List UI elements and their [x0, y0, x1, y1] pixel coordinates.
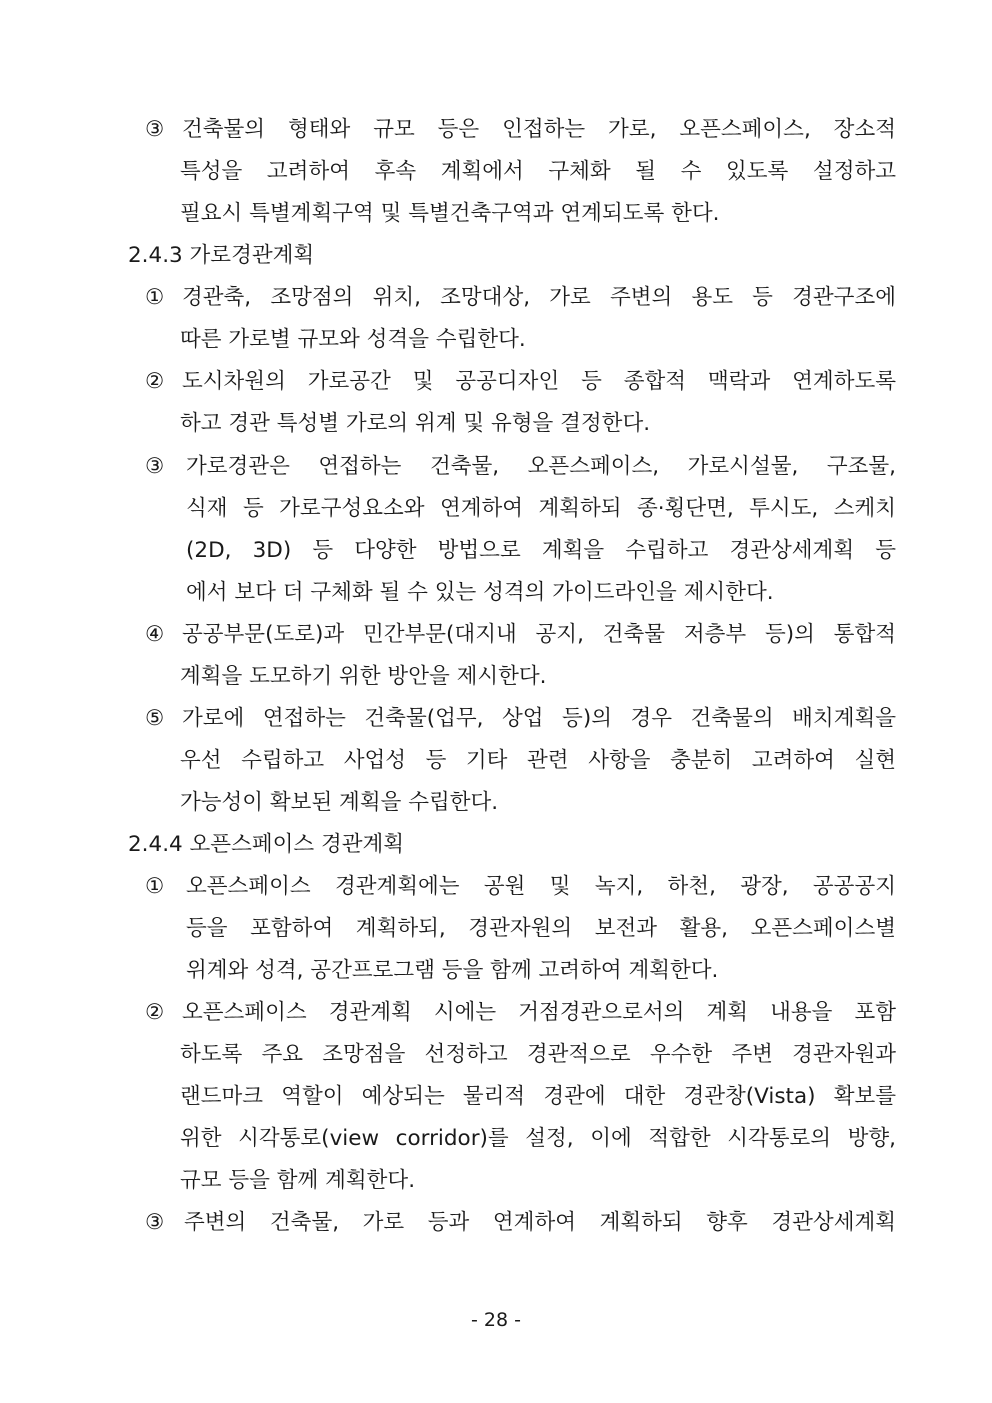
paragraph-line: (2D, 3D) 등 다양한 방법으로 계획을 수립하고 경관상세계획 등 — [186, 538, 896, 563]
paragraph-line: 도시차원의 가로공간 및 공공디자인 등 종합적 맥락과 연계하도록 — [182, 369, 896, 394]
paragraph-line: 계획을 도모하기 위한 방안을 제시한다. — [180, 664, 547, 689]
paragraph-line: 등을 포함하여 계획하되, 경관자원의 보전과 활용, 오픈스페이스별 — [186, 916, 896, 941]
paragraph-line: 에서 보다 더 구체화 될 수 있는 성격의 가이드라인을 제시한다. — [186, 580, 774, 605]
paragraph-line: 랜드마크 역할이 예상되는 물리적 경관에 대한 경관창(Vista) 확보를 — [180, 1084, 896, 1109]
item-marker: ③ — [145, 1210, 165, 1235]
paragraph-line: 오픈스페이스 경관계획에는 공원 및 녹지, 하천, 광장, 공공공지 — [186, 874, 896, 899]
paragraph-line: 규모 등을 함께 계획한다. — [180, 1168, 416, 1193]
item-marker: ① — [145, 874, 165, 899]
section-heading: 2.4.4 오픈스페이스 경관계획 — [128, 832, 405, 857]
paragraph-line: 건축물의 형태와 규모 등은 인접하는 가로, 오픈스페이스, 장소적 — [182, 117, 896, 142]
paragraph-line: 필요시 특별계획구역 및 특별건축구역과 연계되도록 한다. — [180, 201, 720, 226]
paragraph-line: 가로경관은 연접하는 건축물, 오픈스페이스, 가로시설물, 구조물, — [186, 454, 896, 479]
paragraph-line: 특성을 고려하여 후속 계획에서 구체화 될 수 있도록 설정하고 — [180, 159, 896, 184]
paragraph-line: 하도록 주요 조망점을 선정하고 경관적으로 우수한 주변 경관자원과 — [180, 1042, 896, 1067]
paragraph-line: 우선 수립하고 사업성 등 기타 관련 사항을 충분히 고려하여 실현 — [180, 748, 896, 773]
item-marker: ① — [145, 285, 165, 310]
paragraph-line: 위한 시각통로(view corridor)를 설정, 이에 적합한 시각통로의 방향, — [180, 1126, 896, 1151]
paragraph-line: 주변의 건축물, 가로 등과 연계하여 계획하되 향후 경관상세계획 — [184, 1210, 896, 1235]
item-marker: ③ — [145, 454, 165, 479]
paragraph-line: 공공부문(도로)과 민간부문(대지내 공지, 건축물 저층부 등)의 통합적 — [182, 622, 896, 647]
paragraph-line: 하고 경관 특성별 가로의 위계 및 유형을 결정한다. — [180, 411, 651, 436]
paragraph-line: 위계와 성격, 공간프로그램 등을 함께 고려하여 계획한다. — [186, 958, 719, 983]
paragraph-line: 경관축, 조망점의 위치, 조망대상, 가로 주변의 용도 등 경관구조에 — [182, 285, 896, 310]
item-marker: ② — [145, 1000, 165, 1025]
paragraph-line: 식재 등 가로구성요소와 연계하여 계획하되 종·횡단면, 투시도, 스케치 — [186, 496, 896, 521]
item-marker: ④ — [145, 622, 165, 647]
section-heading: 2.4.3 가로경관계획 — [128, 243, 315, 268]
item-marker: ③ — [145, 117, 165, 142]
paragraph-line: 따른 가로별 규모와 성격을 수립한다. — [180, 327, 526, 352]
page-number: - 28 - — [471, 1309, 521, 1331]
paragraph-line: 오픈스페이스 경관계획 시에는 거점경관으로서의 계획 내용을 포함 — [182, 1000, 896, 1025]
item-marker: ⑤ — [145, 706, 165, 731]
item-marker: ② — [145, 369, 165, 394]
paragraph-line: 가능성이 확보된 계획을 수립한다. — [180, 790, 499, 815]
paragraph-line: 가로에 연접하는 건축물(업무, 상업 등)의 경우 건축물의 배치계획을 — [182, 706, 896, 731]
